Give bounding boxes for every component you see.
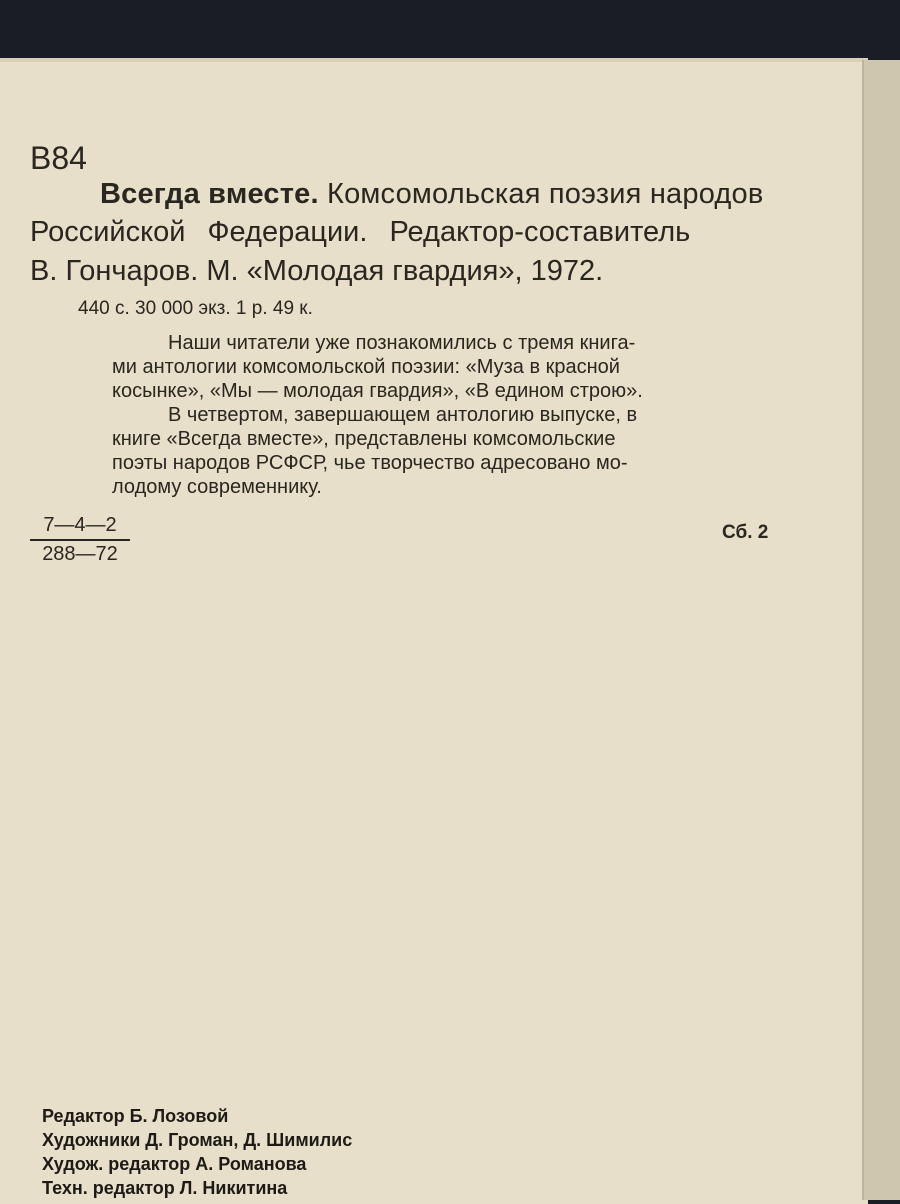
- title-rest: Комсомольская поэзия народов: [318, 178, 764, 210]
- annotation-line: В четвертом, завершающем антологию выпуске, в: [168, 404, 638, 426]
- annotation-line: ми антологии комсомольской поэзии: «Муза в красной: [112, 356, 620, 378]
- title-line-3: В. Гончаров. М. «Молодая гвардия», 1972.: [30, 255, 604, 287]
- fraction-numerator: 7—4—2: [30, 514, 130, 541]
- page-edge: [862, 60, 900, 1200]
- credit-line: Худож. редактор А. Романова: [42, 1154, 307, 1174]
- book-page: [0, 58, 868, 1204]
- annotation-line: книге «Всегда вместе», представлены комсомольские: [112, 428, 616, 450]
- credit-line: Редактор Б. Лозовой: [42, 1106, 229, 1126]
- imprint-line: 440 с. 30 000 экз. 1 р. 49 к.: [78, 298, 313, 319]
- title-line-2: Российской Федерации. Редактор-составитель: [30, 216, 691, 248]
- book-title: [100, 178, 763, 211]
- annotation-line: косынке», «Мы — молодая гвардия», «В едином строю».: [112, 380, 643, 402]
- classification-index: Сб. 2: [722, 522, 769, 543]
- annotation-line: Наши читатели уже познакомились с тремя книга-: [168, 332, 636, 354]
- fraction-denominator: 288—72: [42, 543, 118, 565]
- credit-line: Художники Д. Громан, Д. Шимилис: [42, 1130, 353, 1150]
- title-bold: Всегда вместе.: [100, 178, 319, 210]
- credit-line: Техн. редактор Л. Никитина: [42, 1178, 288, 1198]
- annotation-line: поэты народов РСФСР, чье творчество адресовано мо-: [112, 452, 628, 474]
- annotation-line: лодому современнику.: [112, 476, 322, 498]
- bbk-fraction: [30, 514, 130, 566]
- catalog-code: В84: [30, 140, 87, 176]
